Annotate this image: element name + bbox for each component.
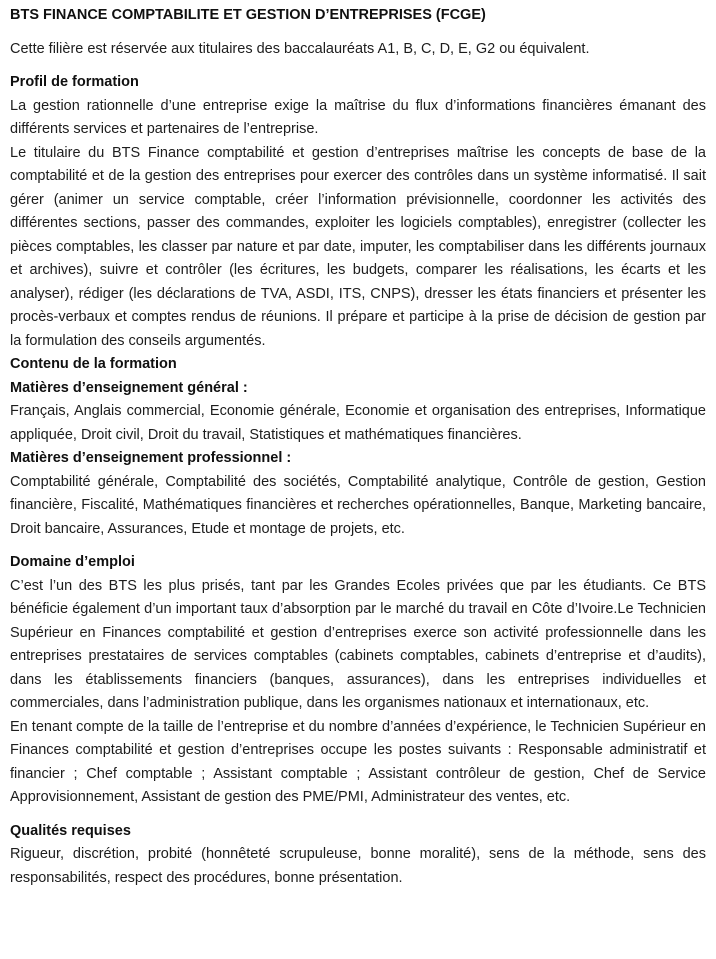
paragraph: Comptabilité générale, Comptabilité des sociétés, Comptabilité analytique, Contrôle de gestion, Gestion financière, Fiscalité, Mathématiques financières et recherches opérationnelles, Banque, Marketing bancaire, Droit bancaire, Assurances, Etude et montage de projets, etc. — [10, 473, 706, 537]
section-heading: Domaine d’emploi — [10, 554, 135, 570]
section-heading: Matières d’enseignement professionnel : — [10, 450, 292, 466]
paragraph: Cette filière est réservée aux titulaires des baccalauréats A1, B, C, D, E, G2 ou équivalent. — [10, 40, 590, 57]
section-heading: Matières d’enseignement général : — [10, 379, 248, 396]
section-heading: Profil de formation — [10, 74, 139, 90]
paragraph: En tenant compte de la taille de l’entreprise et du nombre d’années d’expérience, le Technicien Supérieur en Finances comptabilité et gestion d’entreprises occupe les postes suivants : Responsable administratif et financier ; Chef comptable ; Assistant comptable ; Assistant contrôleur de gestion, Chef de Service Approvisionnement, Assistant de gestion des PME/PMI, Administrateur des ventes, etc. — [10, 718, 706, 805]
paragraph: La gestion rationnelle d’une entreprise exige la maîtrise du flux d’informations financières émanant des différents services et partenaires de l’entreprise. — [10, 97, 706, 137]
paragraph: Français, Anglais commercial, Economie générale, Economie et organisation des entreprises, Informatique appliquée, Droit civil, Droit du travail, Statistiques et mathématiques financières. — [10, 403, 706, 443]
paragraph: Le titulaire du BTS Finance comptabilité et gestion d’entreprises maîtrise les concepts de base de la comptabilité et de la gestion des entreprises pour exercer des contrôles dans un système informatisé. Il sait gérer (animer un service comptable, créer l’information prévisionnelle, coordonner les activités des différentes sections, passer des commandes, exploiter les logiciels comptables), enregistrer (collecter les pièces comptables, les classer par nature et par date, imputer, les comptabiliser dans les différents journaux et archives), suivre et contrôler (les écritures, les budgets, comparer les réalisations, les écarts et les analyser), rédiger (les déclarations de TVA, ASDI, ITS, CNPS), dresser les états financiers et présenter les procès-verbaux et comptes rendus de réunions. Il prépare et participe à la prise de décision de gestion par la formulation des conseils argumentés. — [10, 144, 706, 349]
document-title: BTS FINANCE COMPTABILITE ET GESTION D’ENTREPRISES (FCGE) — [10, 7, 486, 23]
section-heading: Qualités requises — [10, 822, 131, 839]
paragraph: Rigueur, discrétion, probité (honnêteté scrupuleuse, bonne moralité), sens de la méthode, sens des responsabilités, respect des procédures, bonne présentation. — [10, 846, 706, 886]
paragraph: C’est l’un des BTS les plus prisés, tant par les Grandes Ecoles privées que par les étudiants. Ce BTS bénéficie également d’un important taux d’absorption par le marché du travail en Côte d’Ivoire.Le Technicien Supérieur en Finances comptabilité et gestion d’entreprises exerce son activité professionnelle dans les entreprises prestataires de services comptables (cabinets comptables, cabinets d’entreprise et d’audits), dans les établissements financiers (banques, assurances), dans les entreprises individuelles et commerciales, dans l’administration publique, dans les organismes nationaux et internationaux, etc. — [10, 577, 706, 711]
section-heading: Contenu de la formation — [10, 356, 177, 372]
